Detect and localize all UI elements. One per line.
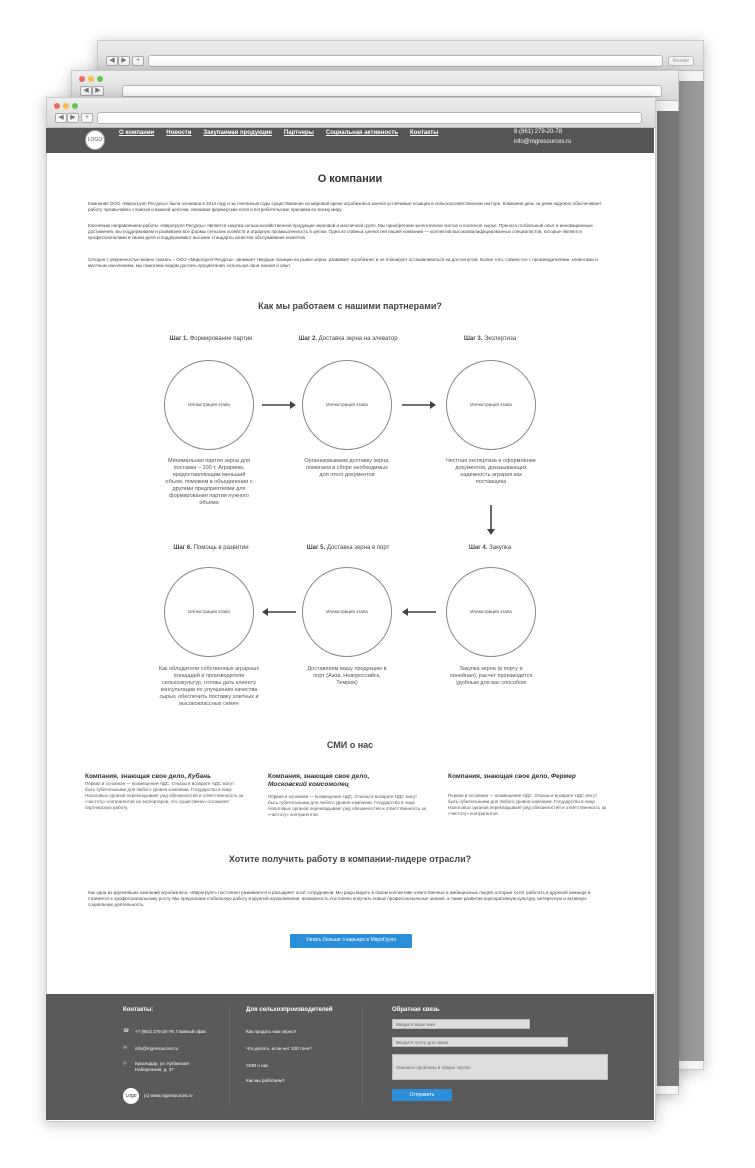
footer-link[interactable]: Что делать, если нет 100 тонн? (246, 1046, 312, 1051)
arrow-right-icon (402, 400, 436, 410)
mail-icon: ✉ (123, 1045, 128, 1051)
footer-address: Краснодар, ул. Кубанская Набережная, д. 37 (135, 1061, 189, 1072)
back-button[interactable]: ◀ (106, 56, 118, 66)
about-paragraph-3: Сегодня с уверенностью можно сказать – ООО «Мирогрупп Ресурсы» занимает твердые позиции на рынке зерна, развивает агробизнес и не планирует останавливаться на достигнутом. Более того, совместно с производителями, клиентами и местным населением, мы помогаем людям достичь процветания, используя свои знания и опыт. (88, 257, 598, 268)
location-icon: ⚲ (123, 1061, 127, 1067)
new-tab-button[interactable]: + (132, 56, 144, 66)
step-5-description: Доставляем вашу продукцию в порт (Азов, Новороссийск, Темрюк) (307, 666, 387, 686)
browser-chrome (98, 41, 703, 71)
career-title: Хотите получить работу в компании-лидере отрасли? (228, 854, 472, 864)
step-2-title: Шаг 2. Доставка зерна на элеватор (298, 336, 398, 342)
step-2-illustration: Иллюстрация этапа (302, 360, 392, 450)
step-1-description: Минимальная партия зерна для поставки – 100 т. Аграриям, предоставляющим меньший объем, поможем в объединении с другими предприятиями для формирования партии нужного объема (165, 458, 253, 506)
new-tab-button[interactable]: + (81, 113, 93, 123)
step-6-description: Как обладатели собственных аграрных площадей и производители сельхозкультур, готовы дать клиенту консультации по улучшению качества сырья, обеспечить поставку элитных и высококлассных семян (158, 666, 260, 707)
back-button[interactable]: ◀ (80, 86, 92, 96)
address-bar[interactable] (148, 55, 663, 67)
footer-copyright: (c) www.mgresources.ru (144, 1093, 193, 1098)
news-item[interactable]: Компания, знающая свое дело, Кубань Первая и основная — возмещение НДС. Отказы в возврате НДС могут быть губительными для любого уровня компании. Государство в лице Налоговых органов перекладывает ред обязанностей и ответственность за «чистоту» контрагентов на экспортеров, что существенно осложняет партнерскую работу. (85, 773, 244, 810)
step-3-title: Шаг 3. Экспертиза (463, 336, 517, 342)
nav-contacts[interactable]: Контакты (410, 130, 439, 136)
site-header (46, 128, 654, 153)
nav-partners[interactable]: Партнеры (283, 130, 314, 136)
footer-link[interactable]: Как продать нам зерно? (246, 1029, 297, 1034)
header-phone[interactable]: 8 (861) 279-20-78 (514, 129, 563, 135)
forward-button[interactable]: ▶ (92, 86, 104, 96)
step-2-description: Организовываем доставку зерна, помогаем в сборе необходимых для этого документов (304, 458, 390, 478)
message-textarea[interactable]: Опишите проблему в общих чертах (392, 1054, 608, 1080)
about-paragraph-2: Ключевым направлением работы «Мирогрупп Ресурсы» является закупка сельскохозяйственной продукции зерновой и масличной групп. Мы приобретаем экологически чистое и полезное сырье. Пренося глобальный опыт и инновационные достижения, мы поддерживаем и развиваем все формы сельских хозяйств и аграрную промышленность в целом. Одна из главных ценностей нашей компании — коллектив высококвалифицированных специалистов, которые являются профессионалами в своем деле и поддерживают высокие стандарты качества обслуживания клиентов. (88, 223, 593, 240)
footer-feedback-title: Обратная связь (392, 1007, 440, 1013)
footer-logo[interactable]: Logo (123, 1088, 139, 1104)
page-strip (676, 81, 704, 1061)
footer-farmers-title: Для сельхозпроизводителей (246, 1007, 333, 1013)
about-paragraph-1: Компания ООО «Мирогрупп Ресурсы» была основана в 2014 году и за считанные годы существования на мировой арене агробизнеса заняла устойчивые позиции в сельскохозяйственном секторе. Компания день за днем надежно обеспечивает работу чрезвычайно сложной и важной цепочки, связывая фермерские поля и потребительские прилавки во всему миру. (88, 201, 602, 212)
page-strip (657, 111, 679, 1086)
footer-contacts-title: Контакты: (123, 1007, 154, 1013)
steps-title: Как мы работаем с нашими партнерами? (258, 301, 442, 311)
nav-products[interactable]: Закупаемая продукция (203, 130, 272, 136)
logo[interactable]: LOGO (85, 130, 105, 150)
step-4-title: Шаг 4. Закупка (468, 545, 512, 551)
nav-about[interactable]: О компании (119, 130, 155, 136)
step-5-illustration: Иллюстрация этапа (302, 567, 392, 657)
browser-chrome (47, 98, 655, 128)
site-footer (46, 994, 654, 1120)
media-title: СМИ о нас (326, 740, 374, 750)
phone-icon: ☎ (123, 1028, 130, 1034)
address-bar[interactable] (97, 112, 642, 124)
footer-email[interactable]: info@mgresources.ru (135, 1046, 179, 1051)
career-text: Как одна из крупнейших компаний агробизнеса, «Мирогрупп» постоянно развивается и расширяет штат сотрудников. Мы рады видеть в своем коллективе ответственных и амбициозных людей, которые хотят работать в дружной команде и стремятся к профессиональному росту. Мы предлагаем стабильную работу в крупной агрокомпании, возможность постоянно получать новые профессиональные знания, а также развитие корпоративную культуру, интересную и активную социальную деятельность. (88, 890, 591, 907)
step-6-title: Шаг 6. Помощь в развитии (173, 545, 249, 551)
arrow-right-icon (262, 400, 296, 410)
header-email[interactable]: info@mgresources.ru (514, 139, 572, 145)
arrow-down-icon (486, 505, 496, 535)
forward-button[interactable]: ▶ (67, 113, 79, 123)
step-3-illustration: Иллюстрация этапа (446, 360, 536, 450)
submit-button[interactable]: Отправить (392, 1089, 452, 1101)
reader-button[interactable]: Reader (668, 56, 694, 66)
header-contacts (514, 127, 571, 147)
arrow-left-icon (402, 607, 436, 617)
main-nav (119, 130, 438, 136)
step-6-illustration: Иллюстрация этапа (164, 567, 254, 657)
step-3-description: Честная экспертиза и оформление документов, доказывающих надежность агрария как поставщика (446, 458, 536, 485)
footer-link[interactable]: Как мы работаем? (246, 1078, 285, 1083)
step-4-illustration: Иллюстрация этапа (446, 567, 536, 657)
footer-phone[interactable]: +7 (861) 279-20-78, Главный офис (135, 1029, 207, 1034)
name-input[interactable]: Введите ваше имя (392, 1019, 530, 1029)
nav-social[interactable]: Социальная активность (325, 130, 399, 136)
page-content (46, 128, 654, 1099)
nav-news[interactable]: Новости (166, 130, 192, 136)
step-1-title: Шаг 1. Формирование партии (169, 336, 253, 342)
email-input[interactable]: Введите почту для связи (392, 1037, 568, 1047)
step-4-description: Закупка зерна (в порту и линейная), расчет производится удобным для вас способом (449, 666, 533, 686)
address-bar[interactable] (122, 85, 662, 97)
step-5-title: Шаг 5. Доставка зерна в порт (306, 545, 390, 551)
career-button[interactable]: Узнать больше о карьере в МироГрупп (290, 934, 412, 948)
forward-button[interactable]: ▶ (118, 56, 130, 66)
arrow-left-icon (262, 607, 296, 617)
about-title: О компании (317, 173, 383, 185)
step-1-illustration: Иллюстрация этапа (164, 360, 254, 450)
news-item[interactable]: Компания, знающая свое дело, Московский комсомолец Первая и основная — возмещение НДС. Отказы в возврате НДС могут быть губительными для любого уровня компании. Государство в лице Налоговых органов перекладывает ред обязанностей и ответственность за «чистоту» контрагентов. (268, 773, 427, 817)
footer-link[interactable]: СМИ о нас (246, 1063, 269, 1068)
back-button[interactable]: ◀ (55, 113, 67, 123)
news-item[interactable]: Компания, знающая свое дело, Фермер Первая и основная — возмещение НДС. Отказы в возврате НДС могут быть губительными для любого уровня компании. Государство в лице Налоговых органов перекладывает ред обязанностей и ответственность за «чистоту» контрагентов. (448, 773, 607, 816)
